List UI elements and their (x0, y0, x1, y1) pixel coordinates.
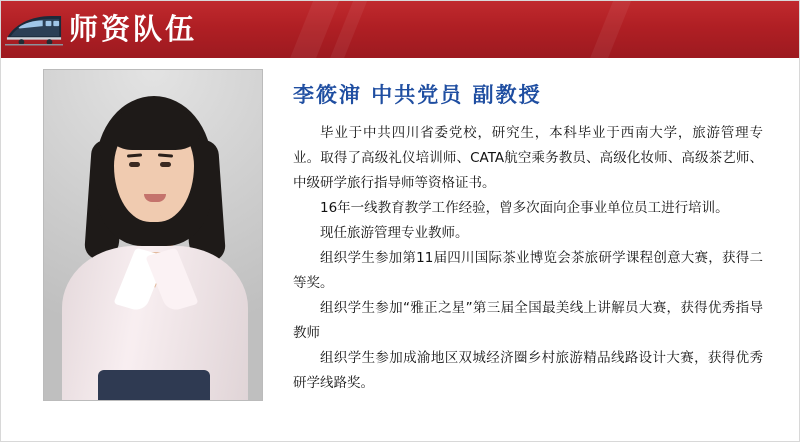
profile-biography (293, 121, 763, 396)
slide-header (1, 1, 800, 58)
profile-name: 李筱渖 中共党员 副教授 (293, 83, 542, 107)
biography-paragraph: 毕业于中共四川省委党校，研究生，本科毕业于西南大学，旅游管理专业。取得了高级礼仪培训师、CATA航空乘务教员、高级化妆师、高级茶艺师、中级研学旅行指导师等资格证书。 (293, 125, 763, 191)
biography-paragraph: 16年一线教育教学工作经验，曾多次面向企事业单位员工进行培训。 (320, 200, 729, 216)
photo-skirt (98, 370, 210, 401)
photo-fringe (108, 108, 200, 150)
biography-paragraph: 组织学生参加成渝地区双城经济圈乡村旅游精品线路设计大赛，获得优秀研学线路奖。 (293, 350, 763, 391)
biography-paragraph: 现任旅游管理专业教师。 (320, 225, 469, 241)
bullet-train-icon (5, 11, 63, 49)
biography-paragraph: 组织学生参加第11届四川国际茶业博览会茶旅研学课程创意大赛，获得二等奖。 (293, 250, 763, 291)
page-title: 师资队伍 (69, 12, 198, 46)
photo-eye-left (129, 162, 140, 167)
biography-paragraph: 组织学生参加“雅正之星”第三届全国最美线上讲解员大赛，获得优秀指导教师 (293, 300, 763, 341)
photo-eye-right (160, 162, 171, 167)
portrait-photo (43, 69, 263, 401)
